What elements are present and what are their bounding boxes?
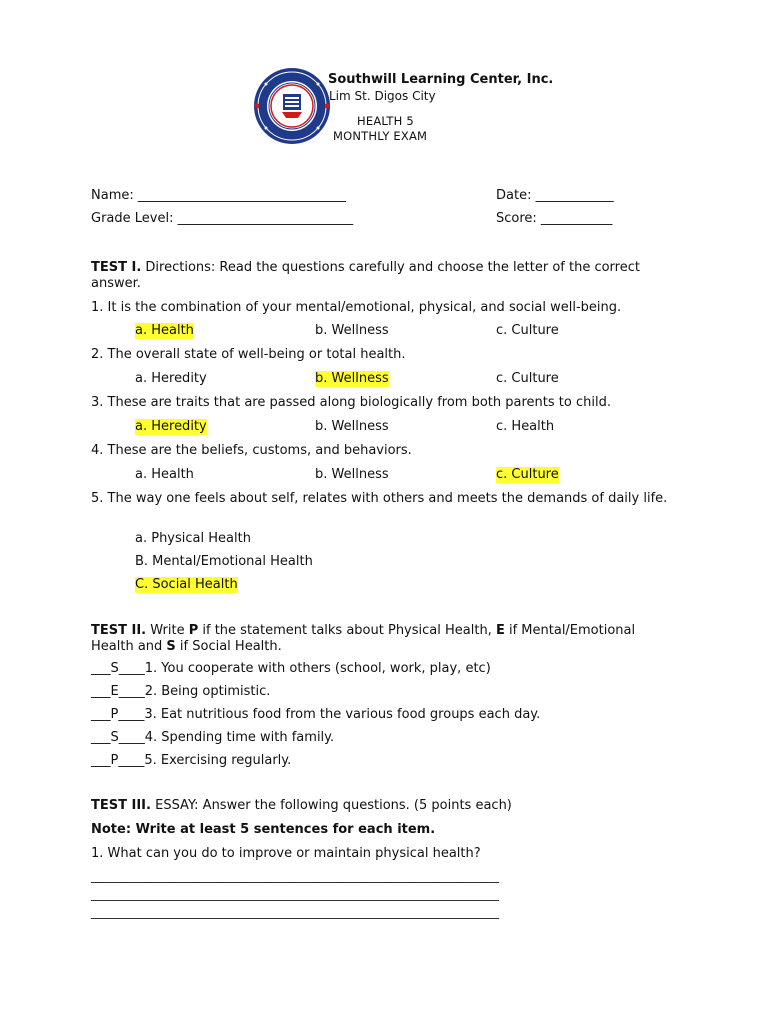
date-field: Date: ____________ bbox=[496, 188, 614, 203]
q5-choice-b: B. Mental/Emotional Health bbox=[135, 554, 313, 569]
q2-choice-a: a. Heredity bbox=[135, 371, 207, 386]
score-field: Score: ___________ bbox=[496, 211, 613, 226]
answer-line: ____________________________________________________________________ bbox=[91, 869, 499, 883]
subject-title: HEALTH 5 bbox=[357, 114, 414, 128]
test2-intro-text: if Mental/Emotional Health and bbox=[91, 623, 636, 654]
question-4: 4. These are the beliefs, customs, and behaviors. bbox=[91, 443, 412, 458]
test2-intro-text: Write bbox=[146, 623, 189, 638]
q2-choice-b: b. Wellness bbox=[315, 371, 389, 386]
q4-choice-c: c. Culture bbox=[496, 467, 559, 482]
q3-choice-c: c. Health bbox=[496, 419, 555, 434]
test2-item: ___P____5. Exercising regularly. bbox=[91, 753, 292, 768]
q4-choice-a: a. Health bbox=[135, 467, 194, 482]
answer-line: ____________________________________________________________________ bbox=[91, 905, 499, 919]
question-1: 1. It is the combination of your mental/emotional, physical, and social well-being. bbox=[91, 300, 622, 315]
question-3: 3. These are traits that are passed along biologically from both parents to child. bbox=[91, 395, 611, 410]
test2-intro-text: if the statement talks about Physical Health, bbox=[198, 623, 496, 638]
school-seal-icon bbox=[252, 66, 332, 146]
test2-item: ___S____4. Spending time with family. bbox=[91, 730, 335, 745]
q1-choice-c: c. Culture bbox=[496, 323, 559, 338]
test2-directions bbox=[91, 623, 671, 655]
test1-directions-text: Directions: Read the questions carefully and choose the letter of the correct answer. bbox=[91, 260, 640, 291]
grade-level-field: Grade Level: ___________________________ bbox=[91, 211, 354, 226]
q4-choice-b: b. Wellness bbox=[315, 467, 389, 482]
letter-p: P bbox=[188, 623, 199, 638]
q1-choice-a: a. Health bbox=[135, 323, 194, 338]
test2-item: ___E____2. Being optimistic. bbox=[91, 684, 271, 699]
q5-choice-a: a. Physical Health bbox=[135, 531, 251, 546]
question-5: 5. The way one feels about self, relates with others and meets the demands of daily life. bbox=[91, 491, 668, 506]
test1-heading: TEST I. bbox=[91, 260, 142, 275]
school-address: Lim St. Digos City bbox=[329, 89, 436, 103]
test3-note: Note: Write at least 5 sentences for each item. bbox=[91, 822, 436, 837]
school-name: Southwill Learning Center, Inc. bbox=[328, 72, 554, 87]
q3-choice-a: a. Heredity bbox=[135, 419, 207, 434]
letter-s: S bbox=[166, 639, 176, 654]
name-field: Name: ________________________________ bbox=[91, 188, 346, 203]
test2-heading: TEST II. bbox=[91, 623, 147, 638]
q3-choice-b: b. Wellness bbox=[315, 419, 389, 434]
answer-line: ____________________________________________________________________ bbox=[91, 887, 499, 901]
test2-intro-text: if Social Health. bbox=[175, 639, 282, 654]
test3-question-1: 1. What can you do to improve or maintain physical health? bbox=[91, 846, 481, 861]
test3-heading: TEST III. bbox=[91, 798, 151, 813]
q1-choice-b: b. Wellness bbox=[315, 323, 389, 338]
q5-choice-c: C. Social Health bbox=[135, 577, 238, 592]
exam-title: MONTHLY EXAM bbox=[333, 129, 428, 143]
question-2: 2. The overall state of well-being or total health. bbox=[91, 347, 406, 362]
test2-item: ___S____1. You cooperate with others (school, work, play, etc) bbox=[91, 661, 491, 676]
test1-directions bbox=[91, 260, 671, 292]
q2-choice-c: c. Culture bbox=[496, 371, 559, 386]
test3-instructions bbox=[91, 798, 512, 814]
test3-instructions-text: ESSAY: Answer the following questions. (5 points each) bbox=[150, 798, 512, 813]
test2-item: ___P____3. Eat nutritious food from the various food groups each day. bbox=[91, 707, 541, 722]
letter-e: E bbox=[495, 623, 505, 638]
